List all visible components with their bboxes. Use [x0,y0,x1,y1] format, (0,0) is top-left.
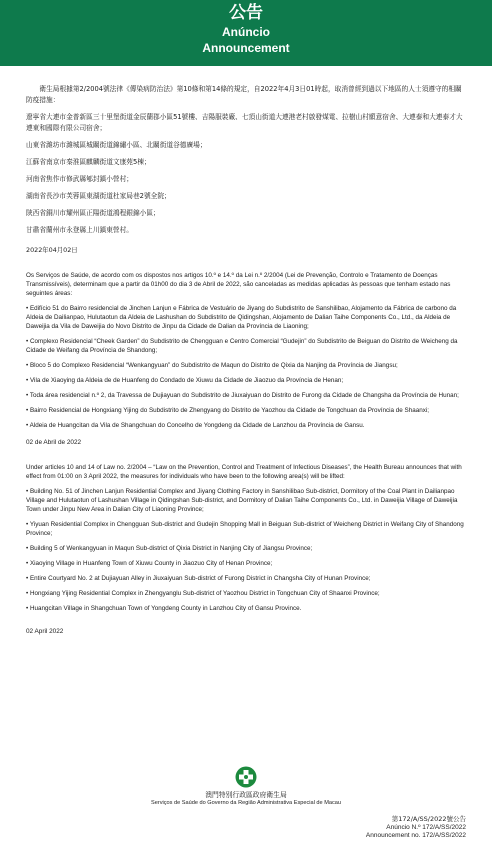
pt-date: 02 de Abril de 2022 [26,439,82,446]
en-intro: Under articles 10 and 14 of Law no. 2/2004 – “Law on the Prevention, Control and Treatment of Infectious Diseases”, the Health Bureau announces that with effect from 01:00 on 3 April 2022, the measures for individuals who have been to the following area(s) will be lifted: [26,464,462,480]
cn-item: 遼寧省大連市金普新區三十里堡街道金辰蘭郡小區51號樓、吉陽服裝廠、七頂山街道大連港老村啟發煤電、拉樹山村願意宿舍、大連泰和大連泰才大連東和國際有限公司宿舍； [26,113,463,132]
en-item: • Xiaoying Village in Huanfeng Town of Xiuwu County in Jiaozuo City of Henan Province; [26,560,273,567]
cn-item: 湖南省長沙市芙蓉區東湖街道杜家局巷2號全院； [26,192,171,200]
announcement-body [26,84,468,636]
cn-intro: 衛生局根據第2/2004號法律《傳染病防治法》第10條和第14條的規定，自2022年4月3日01時起，取消曾經到過以下地區的人士須遵守的相關防疫措施： [26,85,462,104]
pt-item: • Toda área residencial n.º 2, da Travessa de Dujiayuan do Subdistrito de Jiuxaiyuan do Distrito de Furong da Cidade de Changsha da Província de Hunan; [26,392,459,399]
org-name-portuguese: Serviços de Saúde do Governo da Região Administrativa Especial de Macau [151,800,341,806]
cn-date: 2022年04月02日 [26,246,78,254]
pt-item: • Bloco 5 do Complexo Residencial “Wenkangyuan” do Subdistrito de Maqun do Distrito de Qixia da Nanjing da Província de Jiangsu; [26,362,398,369]
org-name-chinese: 澳門特別行政區政府衛生局 [205,791,287,799]
pt-intro: Os Serviços de Saúde, de acordo com os dispostos nos artigos 10.º e 14.º da Lei n.º 2/2004 (Lei de Prevenção, Controlo e Tratamento de Doenças Transmissíveis), determinam que a partir da 01h00 do dia 3 de Abril de 2022, são canceladas as medidas aplicadas às pessoas que tenham estado nas seguintes áreas: [26,272,451,297]
en-item: • Yiyuan Residential Complex in Chengguan Sub-district and Gudejin Shopping Mall in Beiguan Sub-district of Weicheng District in Weifang City of Shandong Province; [26,521,464,537]
cn-item: 陝西省銅川市耀州區正陽街道鴻程銀錦小區； [26,209,160,217]
title-english: Announcement [202,41,290,55]
pt-item: • Vila de Xiaoying da Aldeia de de Huanfeng do Condado de Xiuwu da Cidade de Jiaozuo da Província de Henan; [26,377,344,384]
announcement-header [0,0,492,66]
en-item: • Huangcitan Village in Shangchuan Town of Yongdeng County in Lanzhou City of Gansu Province. [26,605,302,612]
pt-item: • Bairro Residencial de Hongxiang Yijing do Subdistrito de Zhengyang do Distrito de Yaozhou da Cidade de Tongchuan da Província de Shaanxi; [26,407,430,414]
cn-item: 甘肅省蘭州市永登縣上川鎮東營村。 [26,226,133,234]
pt-item: • Complexo Residencial “Cheek Garden” do Subdistrito de Chengguan e Centro Comercial “Gudejin” do Subdistrito de Beiguan do Distrito de Weicheng da Cidade de Weifang da Província de Shandong; [26,338,458,354]
ref-english: Announcement no. 172/A/SS/2022 [365,832,466,839]
footer [0,766,492,807]
cn-item: 江蘇省南京市秦淮區麒麟街道文康苑5棟； [26,158,151,166]
title-portuguese: Anúncio [222,25,270,39]
en-date: 02 April 2022 [26,628,64,635]
en-item: • Hongxiang Yijing Residential Complex in Zhengyanglu Sub-district of Yaozhou District in Tongchuan City of Shaanxi Province; [26,590,380,597]
announcement-reference [366,815,466,841]
health-bureau-logo-icon [235,766,257,788]
pt-item: • Edifício 51 do Bairro residencial de Jinchen Lanjun e Fábrica de Vestuário de Jiyang do Subdistrito de Sanshilibao, Alojamento da Fábrica de carbono da Aldeia de Dailianpao, Hulutaotun da Aldeia de Lashushan do Subdistrito de Qidingshan, Alojamento de Dalian Taihe Components Co., Ltd., da Aldeia de Daweijia da Vila de Daweijia do Novo Distrito de Jinpu da Cidade de Dalian da Província de Liaoning; [26,305,457,330]
en-item: • Building 5 of Wenkangyuan in Maqun Sub-district of Qixia District in Nanjing City of Jiangsu Province; [26,545,313,552]
cn-item: 山東省濰坊市濰城區城關街道錦繡小區、北關街道谷德廣場； [26,141,207,149]
ref-portuguese: Anúncio N.º 172/A/SS/2022 [386,823,466,831]
title-chinese: 公告 [229,3,263,23]
en-item: • Entire Courtyard No. 2 at Dujiayuan Alley in Jiuxaiyuan Sub-district of Furong District in Changsha City of Hunan Province; [26,575,371,582]
pt-item: • Aldeia de Huangcitan da Vila de Shangchuan do Concelho de Yongdeng da Cidade de Lanzhou da Província de Gansu. [26,422,365,429]
cn-item: 河南省焦作市修武縣郇封鎮小營村； [26,175,133,183]
ref-chinese: 第172/A/SS/2022號公告 [391,815,466,823]
en-item: • Building No. 51 of Jinchen Lanjun Residential Complex and Jiyang Clothing Factory in Sanshilibao Sub-district, Dormitory of the Coal Plant in Dailianpao Village and Hulutaotun of Lashushan Village in Qidingshan Sub-district, and Dormitory of Dalian Taihe Components Co., Ltd. in Daweijia Village of Daweijia Town under Jinpu New Area in Dalian City of Liaoning Province; [26,488,458,513]
